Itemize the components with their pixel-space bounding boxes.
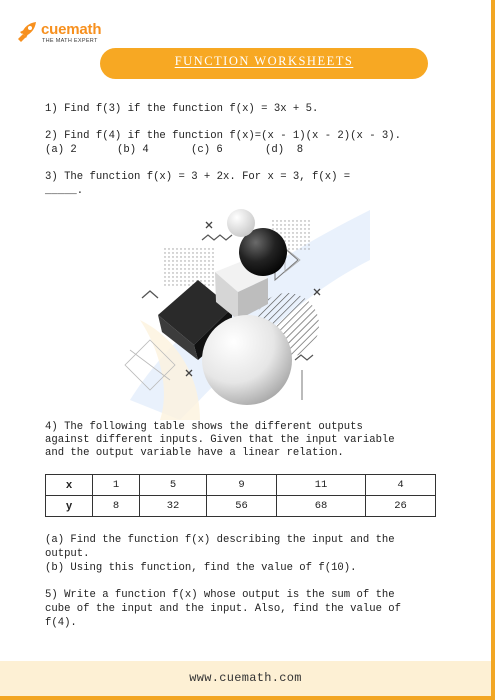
table-cell: x [46, 475, 93, 496]
question-1: 1) Find f(3) if the function f(x) = 3x + 5. [45, 103, 319, 115]
logo-tagline: THE MATH EXPERT [42, 38, 98, 44]
option-a: (a) 2 [45, 144, 77, 156]
question-3-line-2: _____. [45, 185, 84, 197]
table-row-x [46, 475, 436, 496]
table-cell: 8 [93, 496, 140, 517]
page-title: FUNCTION WORKSHEETS [174, 54, 354, 68]
table-row-y [46, 496, 436, 517]
table-cell: y [46, 496, 93, 517]
footer-bar [0, 661, 491, 696]
table-cell: 56 [207, 496, 277, 517]
input-output-table [45, 474, 436, 517]
table-cell: 11 [277, 475, 366, 496]
table-cell: 5 [140, 475, 207, 496]
question-4b: (b) Using this function, find the value of f(10). [45, 562, 357, 574]
table-cell: 26 [366, 496, 436, 517]
table-cell: 9 [207, 475, 277, 496]
bottom-accent-strip [0, 696, 495, 700]
page-border-accent [491, 0, 495, 700]
geometric-shapes-illustration [120, 200, 370, 420]
question-2: 2) Find f(4) if the function f(x)=(x - 1)(x - 2)(x - 3). [45, 130, 402, 142]
question-5-line-3: f(4). [45, 617, 77, 629]
question-3-line-1: 3) The function f(x) = 3 + 2x. For x = 3, f(x) = [45, 171, 351, 183]
question-4a-line-1: (a) Find the function f(x) describing the input and the [45, 534, 395, 546]
title-banner [100, 48, 428, 79]
option-d: (d) 8 [265, 144, 304, 156]
table-cell: 4 [366, 475, 436, 496]
question-4a-line-2: output. [45, 548, 90, 560]
option-c: (c) 6 [191, 144, 223, 156]
footer-url[interactable]: www.cuemath.com [189, 671, 302, 685]
question-5-line-2: cube of the input and the input. Also, find the value of [45, 603, 402, 615]
table-cell: 1 [93, 475, 140, 496]
cuemath-logo [14, 18, 124, 50]
option-b: (b) 4 [117, 144, 149, 156]
logo-wordmark: cuemath [41, 21, 102, 38]
question-4-line-2: against different inputs. Given that the input variable [45, 434, 395, 446]
question-4-line-1: 4) The following table shows the different outputs [45, 421, 363, 433]
table-cell: 68 [277, 496, 366, 517]
question-4-line-3: and the output variable have a linear relation. [45, 447, 344, 459]
table-cell: 32 [140, 496, 207, 517]
rocket-icon [14, 20, 38, 44]
question-5-line-1: 5) Write a function f(x) whose output is the sum of the [45, 589, 395, 601]
